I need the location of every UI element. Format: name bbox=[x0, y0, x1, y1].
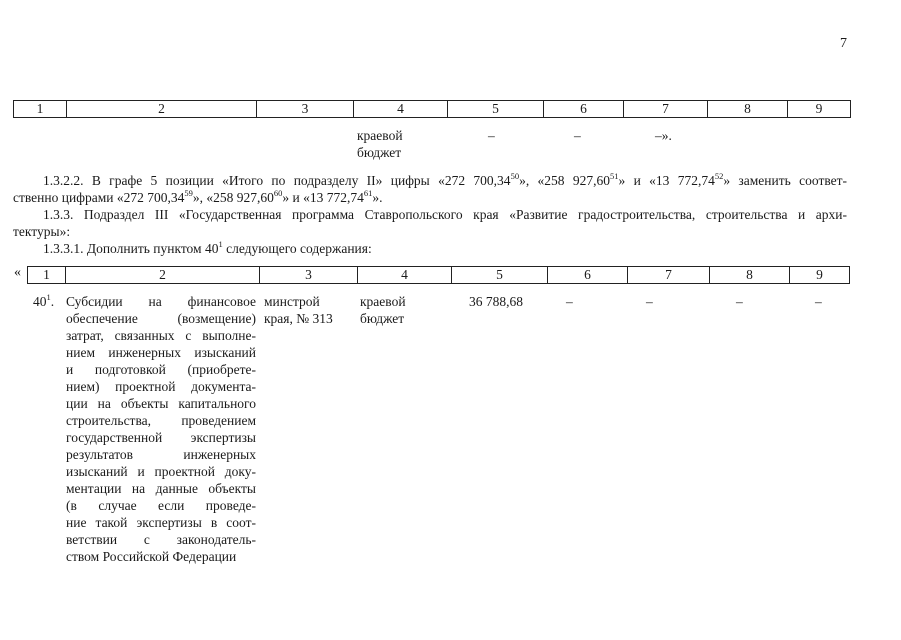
col-header-1: 1 bbox=[28, 267, 66, 284]
col-header-4: 4 bbox=[358, 267, 452, 284]
entry-col5-amount: 36 788,68 bbox=[469, 294, 523, 309]
top-row-col6: – bbox=[574, 128, 581, 143]
top-row-col7: –». bbox=[655, 128, 672, 143]
col-header-8: 8 bbox=[710, 267, 790, 284]
entry-col8: – bbox=[736, 294, 743, 309]
paragraph-1-3-3: 1.3.3. Подраздел III «Государственная программа Ставропольского края «Развитие градостроительства, строительства и архи- тектуры»: bbox=[13, 207, 847, 239]
paragraph-1-3-3-1: 1.3.3.1. Дополнить пунктом $40^1$ следующего содержания: bbox=[43, 238, 372, 256]
col-header-1: 1 bbox=[14, 101, 67, 118]
table-header-bottom bbox=[27, 266, 850, 284]
col-header-4: 4 bbox=[354, 101, 448, 118]
col-header-7: 7 bbox=[628, 267, 710, 284]
col-header-6: 6 bbox=[544, 101, 624, 118]
entry-source: краевой бюджет bbox=[360, 294, 406, 326]
col-header-2: 2 bbox=[66, 267, 260, 284]
col-header-6: 6 bbox=[548, 267, 628, 284]
paragraph-1-3-2-2: 1.3.2.2. В графе 5 позиции «Итого по подразделу II» цифры «272 700,34$^{50}$», «258 927,60$^{51}$» и «13 772,74$^{52}$» заменить соответ- ственно цифрами «272 700,34$^{59}$», «258 927,60$^{60}$» и «13 772,74$^{61}$». bbox=[13, 170, 848, 205]
col-header-9: 9 bbox=[790, 267, 850, 284]
top-row-col4: краевой бюджет bbox=[357, 128, 403, 160]
col-header-3: 3 bbox=[257, 101, 354, 118]
col-header-8: 8 bbox=[708, 101, 788, 118]
col-header-2: 2 bbox=[67, 101, 257, 118]
entry-col6: – bbox=[566, 294, 573, 309]
col-header-5: 5 bbox=[452, 267, 548, 284]
col-header-9: 9 bbox=[788, 101, 851, 118]
col-header-5: 5 bbox=[448, 101, 544, 118]
header-row bbox=[28, 267, 850, 284]
entry-executor: минстрой края, № 313 bbox=[264, 294, 333, 326]
page-number: 7 bbox=[840, 36, 847, 51]
header-row bbox=[14, 101, 851, 118]
top-row-col5: – bbox=[488, 128, 495, 143]
entry-col7: – bbox=[646, 294, 653, 309]
open-quote-mark: « bbox=[14, 265, 21, 280]
entry-number: $40^1$. bbox=[33, 291, 55, 309]
table-header-top bbox=[13, 100, 851, 118]
entry-description: Субсидии на финансовое обеспечение (возмещение) затрат, связанных с выполне- нием инженерных изысканий и подготовкой (приобрете- нием) проектной документа- ции на объекты капитального строительства, проведением государственной экспертизы результатов инженерных изысканий и проектной доку- ментации на данные объекты (в случае если проведе- ние такой экспертизы в соот- ветствии с законодатель- ством Российской Федерации bbox=[66, 294, 256, 564]
col-header-3: 3 bbox=[260, 267, 358, 284]
entry-col9: – bbox=[815, 294, 822, 309]
col-header-7: 7 bbox=[624, 101, 708, 118]
